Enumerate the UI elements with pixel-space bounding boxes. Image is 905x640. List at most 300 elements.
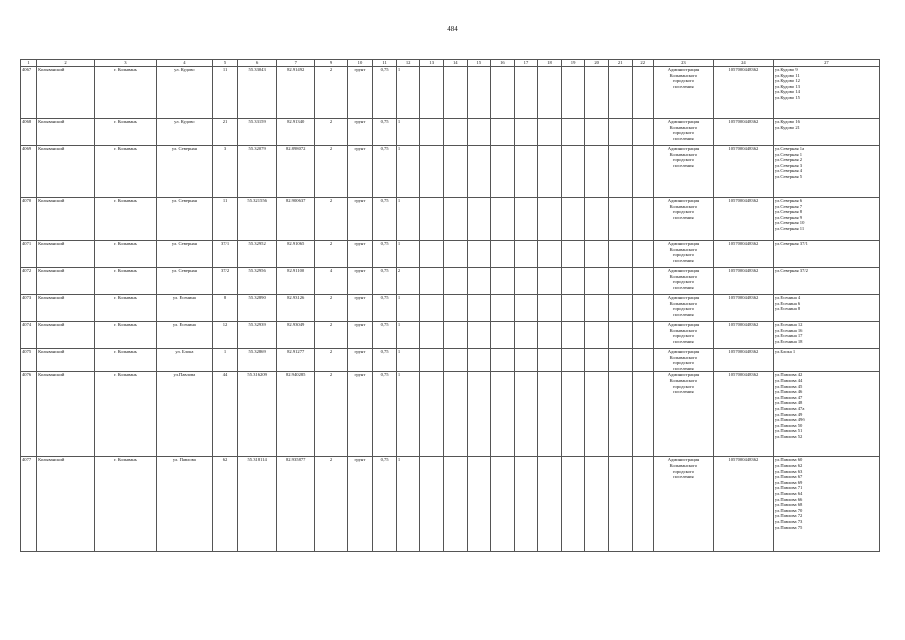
latitude-cell: 55.32869 [238, 349, 277, 372]
owner-cell [653, 119, 713, 146]
addresses-cell-line: ул.Кудово 14 [774, 89, 800, 95]
empty-cell [420, 457, 444, 552]
empty-cell [467, 146, 491, 198]
header-cell: 17 [514, 60, 538, 67]
street-cell: ул. Северная [157, 241, 213, 268]
surface-cell: грунт [347, 119, 373, 146]
addresses-cell-line: ул.Павлова 47а [774, 405, 805, 411]
row-number: 4075 [21, 349, 37, 372]
table-row [21, 198, 880, 241]
town-cell: г. Колывань [94, 457, 156, 552]
addresses-cell [773, 67, 879, 119]
lanes-cell: 2 [315, 146, 347, 198]
width-cell: 0,75 [373, 146, 397, 198]
empty-cell [585, 268, 609, 295]
row-number: 4071 [21, 241, 37, 268]
town-cell: г. Колывань [94, 372, 156, 457]
empty-cell [491, 457, 515, 552]
surface-cell: грунт [347, 322, 373, 349]
addresses-cell-line: ул.Павлова 75 [774, 524, 803, 530]
empty-cell [585, 322, 609, 349]
header-cell: 19 [561, 60, 585, 67]
table-row [21, 295, 880, 322]
inn-cell: 1057000448362 [713, 146, 773, 198]
surface-cell: грунт [347, 268, 373, 295]
empty-cell [608, 295, 632, 322]
row-number: 4069 [21, 146, 37, 198]
street-cell: ул. Северная [157, 268, 213, 295]
header-cell: 18 [538, 60, 562, 67]
owner-cell-line: городского [672, 383, 695, 389]
lanes-cell: 2 [315, 295, 347, 322]
addresses-cell-line: ул.Северная 11 [774, 225, 805, 231]
width-cell: 0,75 [373, 119, 397, 146]
addresses-cell [773, 146, 879, 198]
longitude-cell: 82.91277 [276, 349, 315, 372]
addresses-cell-line: ул.Павлова 66 [774, 496, 803, 502]
inn-cell: 1057000448362 [713, 67, 773, 119]
district-cell: Колыванский [37, 198, 95, 241]
width-cell: 0,75 [373, 457, 397, 552]
empty-cell [491, 372, 515, 457]
longitude-cell: 82.91340 [276, 119, 315, 146]
latitude-cell: 55.32079 [238, 146, 277, 198]
inn-cell: 1057000448362 [713, 349, 773, 372]
header-cell: 4 [157, 60, 213, 67]
addresses-cell-line: ул.Павлова 68 [774, 502, 803, 508]
empty-cell [491, 198, 515, 241]
empty-cell [538, 67, 562, 119]
district-cell: Колыванский [37, 457, 95, 552]
addresses-cell-line: ул.Северная 3 [774, 162, 803, 168]
district-cell: Колыванский [37, 349, 95, 372]
addresses-cell-line: ул.Павлова 60 [774, 457, 803, 463]
latitude-cell: 55.316209 [238, 372, 277, 457]
empty-cell [585, 198, 609, 241]
district-cell: Колыванский [37, 372, 95, 457]
empty-cell [538, 241, 562, 268]
owner-cell-line: Колыванского [669, 354, 698, 360]
lanes-cell: 2 [315, 198, 347, 241]
owner-cell [653, 146, 713, 198]
district-cell: Колыванский [37, 241, 95, 268]
owner-cell-line: Администрация [667, 268, 700, 273]
addresses-cell-line: ул.Павлова 42 [774, 372, 803, 378]
empty-cell [444, 241, 468, 268]
owner-cell-line: поселения [673, 365, 694, 371]
town-cell: г. Колывань [94, 349, 156, 372]
owner-cell-line: городского [672, 468, 695, 474]
empty-cell [561, 67, 585, 119]
district-cell: Колыванский [37, 295, 95, 322]
header-cell: 15 [467, 60, 491, 67]
owner-cell [653, 372, 713, 457]
empty-cell [420, 268, 444, 295]
count-cell: 1 [396, 67, 420, 119]
empty-cell [420, 119, 444, 146]
owner-cell [653, 457, 713, 552]
inn-cell: 1057000448362 [713, 119, 773, 146]
empty-cell [585, 349, 609, 372]
latitude-cell: 55.32939 [238, 322, 277, 349]
header-cell: 12 [396, 60, 420, 67]
owner-cell [653, 198, 713, 241]
addresses-cell-line: ул.Кудово 9 [774, 67, 798, 72]
addresses-cell-line: ул.Есенина 16 [774, 327, 803, 333]
empty-cell [632, 322, 653, 349]
empty-cell [538, 119, 562, 146]
house-cell: 11 [212, 67, 238, 119]
owner-cell-line: городского [672, 157, 695, 163]
empty-cell [538, 198, 562, 241]
empty-cell [491, 322, 515, 349]
count-cell: 1 [396, 241, 420, 268]
house-cell: 1 [212, 349, 238, 372]
addresses-cell-line: ул.Павлова 73 [774, 518, 803, 524]
town-cell: г. Колывань [94, 295, 156, 322]
empty-cell [467, 349, 491, 372]
owner-cell-line: Колыванского [669, 246, 698, 252]
owner-cell-line: городского [672, 130, 695, 136]
inn-cell: 1057000448362 [713, 198, 773, 241]
empty-cell [538, 146, 562, 198]
addresses-cell [773, 349, 879, 372]
header-cell: 23 [653, 60, 713, 67]
addresses-cell [773, 457, 879, 552]
owner-cell-line: поселения [673, 162, 694, 168]
lanes-cell: 2 [315, 457, 347, 552]
district-cell: Колыванский [37, 67, 95, 119]
surface-cell: грунт [347, 67, 373, 119]
house-cell: 37/2 [212, 268, 238, 295]
row-number: 4074 [21, 322, 37, 349]
inn-cell: 1057000448362 [713, 295, 773, 322]
longitude-cell: 82.91065 [276, 241, 315, 268]
count-cell: 1 [396, 457, 420, 552]
addresses-cell [773, 322, 879, 349]
empty-cell [420, 67, 444, 119]
addresses-cell-line: ул.Павлова 63 [774, 468, 803, 474]
count-cell: 1 [396, 146, 420, 198]
width-cell: 0,75 [373, 295, 397, 322]
surface-cell: грунт [347, 349, 373, 372]
empty-cell [538, 372, 562, 457]
house-cell: 37/1 [212, 241, 238, 268]
empty-cell [491, 146, 515, 198]
header-cell: 11 [373, 60, 397, 67]
district-cell: Колыванский [37, 119, 95, 146]
table-row [21, 268, 880, 295]
header-cell: 9 [315, 60, 347, 67]
empty-cell [514, 372, 538, 457]
empty-cell [491, 349, 515, 372]
empty-cell [444, 322, 468, 349]
empty-cell [420, 241, 444, 268]
longitude-cell: 82.940285 [276, 372, 315, 457]
lanes-cell: 2 [315, 119, 347, 146]
inn-cell: 1057000448362 [713, 241, 773, 268]
addresses-cell-line: ул.Павлова 48 [774, 400, 803, 406]
latitude-cell: 55.32952 [238, 241, 277, 268]
table-body [21, 60, 880, 552]
width-cell: 0,75 [373, 67, 397, 119]
surface-cell: грунт [347, 295, 373, 322]
owner-cell-line: Колыванского [669, 124, 698, 130]
town-cell: г. Колывань [94, 241, 156, 268]
table-row [21, 457, 880, 552]
addresses-cell-line: ул.Кудово 15 [774, 94, 800, 100]
house-cell: 21 [212, 119, 238, 146]
street-cell: ул. Блока [157, 349, 213, 372]
street-cell: ул. Северная [157, 146, 213, 198]
owner-cell [653, 67, 713, 119]
empty-cell [420, 198, 444, 241]
empty-cell [608, 268, 632, 295]
latitude-cell: 55.33043 [238, 67, 277, 119]
header-cell: 16 [491, 60, 515, 67]
width-cell: 0,75 [373, 241, 397, 268]
street-cell: ул. Павлова [157, 457, 213, 552]
empty-cell [561, 241, 585, 268]
empty-cell [420, 372, 444, 457]
empty-cell [632, 372, 653, 457]
house-cell: 12 [212, 322, 238, 349]
width-cell: 0,75 [373, 372, 397, 457]
header-cell: 20 [585, 60, 609, 67]
empty-cell [514, 198, 538, 241]
empty-cell [444, 119, 468, 146]
owner-cell-line: городского [672, 78, 695, 84]
addresses-cell-line: ул.Павлова 51 [774, 428, 803, 434]
addresses-cell-line: ул.Блока 1 [774, 349, 796, 354]
empty-cell [491, 295, 515, 322]
addresses-cell-line: ул.Павлова 49 [774, 411, 803, 417]
owner-cell-line: Администрация [667, 119, 700, 124]
addresses-cell-line: ул.Северная 4 [774, 168, 803, 174]
owner-cell-line: городского [672, 252, 695, 258]
addresses-cell-line: ул.Павлова 70 [774, 507, 803, 513]
addresses-cell-line: ул.Кудово 12 [774, 78, 800, 84]
addresses-cell-line: ул.Павлова 72 [774, 513, 803, 519]
addresses-cell-line: ул.Кудово 11 [774, 72, 800, 78]
house-cell: 11 [212, 198, 238, 241]
empty-cell [514, 268, 538, 295]
surface-cell: грунт [347, 372, 373, 457]
empty-cell [444, 372, 468, 457]
street-cell: ул. Северная [157, 198, 213, 241]
row-number: 4076 [21, 372, 37, 457]
longitude-cell: 82.91100 [276, 268, 315, 295]
empty-cell [491, 241, 515, 268]
empty-cell [491, 119, 515, 146]
owner-cell-line: городского [672, 333, 695, 339]
empty-cell [632, 268, 653, 295]
addresses-cell-line: ул.Павлова 52 [774, 433, 803, 439]
addresses-cell-line: ул.Северная 7 [774, 203, 803, 209]
latitude-cell: 55.32956 [238, 268, 277, 295]
table-row [21, 146, 880, 198]
count-cell: 1 [396, 295, 420, 322]
addresses-cell-line: ул.Павлова 44 [774, 377, 803, 383]
empty-cell [444, 457, 468, 552]
owner-cell [653, 349, 713, 372]
table-row [21, 322, 880, 349]
empty-cell [608, 349, 632, 372]
empty-cell [632, 349, 653, 372]
house-cell: 62 [212, 457, 238, 552]
empty-cell [632, 295, 653, 322]
owner-cell-line: городского [672, 279, 695, 285]
empty-cell [561, 146, 585, 198]
street-cell: ул. Кудово [157, 119, 213, 146]
addresses-cell-line: ул.Северная 8 [774, 209, 803, 215]
addresses-cell [773, 268, 879, 295]
count-cell: 1 [396, 119, 420, 146]
width-cell: 0,75 [373, 268, 397, 295]
width-cell: 0,75 [373, 349, 397, 372]
empty-cell [608, 198, 632, 241]
empty-cell [514, 241, 538, 268]
row-number: 4073 [21, 295, 37, 322]
addresses-cell-line: ул.Есенина 8 [774, 306, 801, 312]
longitude-cell: 82.900637 [276, 198, 315, 241]
owner-cell-line: Колыванского [669, 377, 698, 383]
addresses-cell-line: ул.Павлова 64 [774, 490, 803, 496]
empty-cell [561, 119, 585, 146]
empty-cell [514, 349, 538, 372]
empty-cell [420, 322, 444, 349]
house-cell: 8 [212, 295, 238, 322]
owner-cell-line: поселения [673, 257, 694, 263]
latitude-cell: 55.33159 [238, 119, 277, 146]
owner-cell-line: Колыванского [669, 462, 698, 468]
header-cell: 24 [713, 60, 773, 67]
count-cell: 1 [396, 372, 420, 457]
town-cell: г. Колывань [94, 268, 156, 295]
addresses-cell-line: ул.Северная 37/1 [774, 241, 808, 246]
addresses-cell [773, 372, 879, 457]
owner-cell-line: поселения [673, 338, 694, 344]
owner-cell [653, 322, 713, 349]
lanes-cell: 2 [315, 349, 347, 372]
addresses-cell-line: ул.Есенина 12 [774, 322, 803, 327]
addresses-cell [773, 295, 879, 322]
table-row [21, 67, 880, 119]
page-number: 484 [447, 25, 458, 33]
table-row [21, 119, 880, 146]
header-cell: 22 [632, 60, 653, 67]
owner-cell-line: Администрация [667, 198, 700, 203]
header-cell: 2 [37, 60, 95, 67]
longitude-cell: 82.935877 [276, 457, 315, 552]
empty-cell [561, 198, 585, 241]
empty-cell [538, 295, 562, 322]
empty-cell [514, 295, 538, 322]
owner-cell-line: Колыванского [669, 327, 698, 333]
town-cell: г. Колывань [94, 119, 156, 146]
header-cell: 14 [444, 60, 468, 67]
addresses-cell [773, 198, 879, 241]
inn-cell: 1057000448362 [713, 457, 773, 552]
empty-cell [585, 146, 609, 198]
addresses-cell-line: ул.Павлова 50 [774, 422, 803, 428]
town-cell: г. Колывань [94, 322, 156, 349]
empty-cell [467, 372, 491, 457]
owner-cell-line: Администрация [667, 67, 700, 72]
count-cell: 1 [396, 349, 420, 372]
empty-cell [561, 457, 585, 552]
width-cell: 0,75 [373, 198, 397, 241]
empty-cell [632, 457, 653, 552]
empty-cell [538, 268, 562, 295]
empty-cell [444, 268, 468, 295]
lanes-cell: 4 [315, 268, 347, 295]
inn-cell: 1057000448362 [713, 322, 773, 349]
empty-cell [514, 119, 538, 146]
surface-cell: грунт [347, 241, 373, 268]
addresses-cell-line: ул.Северная 1 [774, 151, 803, 157]
header-cell: 27 [773, 60, 879, 67]
header-cell: 13 [420, 60, 444, 67]
empty-cell [514, 457, 538, 552]
district-cell: Колыванский [37, 146, 95, 198]
owner-cell-line: Колыванского [669, 151, 698, 157]
empty-cell [420, 295, 444, 322]
owner-cell-line: Колыванского [669, 72, 698, 78]
owner-cell-line: городского [672, 306, 695, 312]
addresses-cell-line: ул.Есенина 6 [774, 300, 801, 306]
row-number: 4068 [21, 119, 37, 146]
owner-cell-line: Администрация [667, 457, 700, 463]
width-cell: 0,75 [373, 322, 397, 349]
empty-cell [561, 295, 585, 322]
count-cell: 2 [396, 268, 420, 295]
empty-cell [514, 146, 538, 198]
empty-cell [467, 322, 491, 349]
owner-cell-line: Администрация [667, 241, 700, 246]
empty-cell [467, 457, 491, 552]
empty-cell [632, 146, 653, 198]
empty-cell [467, 198, 491, 241]
owner-cell-line: городского [672, 209, 695, 215]
count-cell: 1 [396, 198, 420, 241]
owner-cell [653, 241, 713, 268]
header-row [21, 60, 880, 67]
header-cell: 21 [608, 60, 632, 67]
owner-cell-line: Администрация [667, 372, 700, 378]
owner-cell-line: Колыванского [669, 203, 698, 209]
empty-cell [632, 198, 653, 241]
addresses-cell [773, 119, 879, 146]
latitude-cell: 55.32890 [238, 295, 277, 322]
empty-cell [585, 372, 609, 457]
empty-cell [444, 67, 468, 119]
owner-cell-line: Администрация [667, 146, 700, 151]
addresses-cell-line: ул.Есенина 17 [774, 333, 803, 339]
town-cell: г. Колывань [94, 146, 156, 198]
empty-cell [467, 119, 491, 146]
empty-cell [608, 146, 632, 198]
addresses-cell-line: ул.Есенина 18 [774, 338, 803, 344]
empty-cell [585, 67, 609, 119]
empty-cell [467, 268, 491, 295]
addresses-cell-line: ул.Северная 1а [774, 146, 805, 151]
owner-cell [653, 268, 713, 295]
empty-cell [632, 241, 653, 268]
addresses-cell-line: ул.Кудово 13 [774, 83, 800, 89]
street-cell: ул.Павлова [157, 372, 213, 457]
empty-cell [444, 146, 468, 198]
